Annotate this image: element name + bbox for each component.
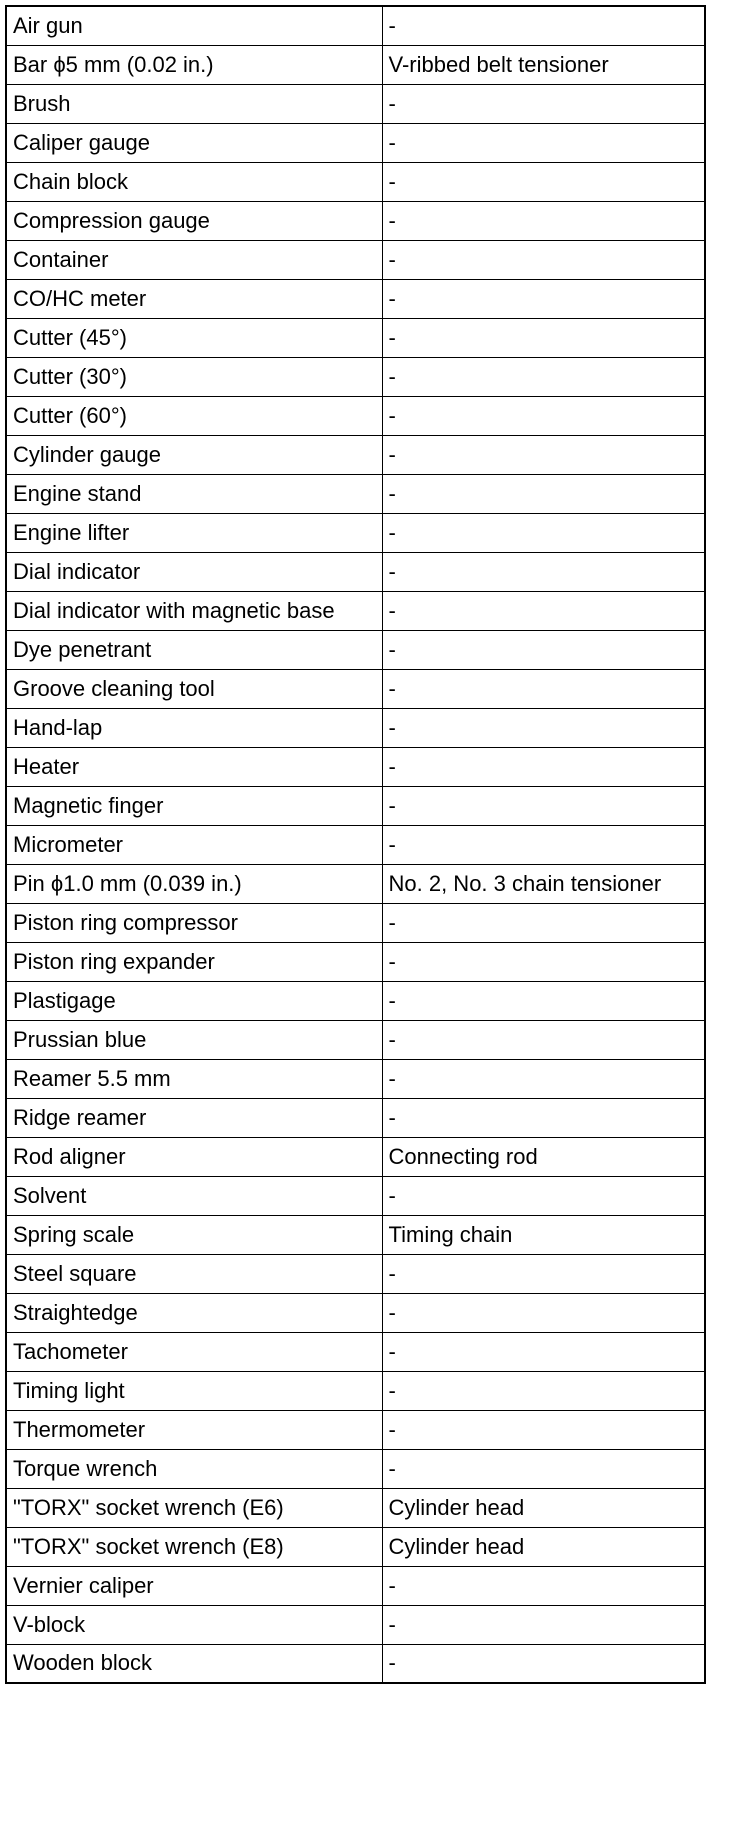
tool-name-cell: Thermometer — [6, 1410, 382, 1449]
table-row — [6, 6, 705, 45]
part-name-cell: - — [382, 630, 705, 669]
part-name-cell: Connecting rod — [382, 1137, 705, 1176]
tool-name-cell: Cutter (60°) — [6, 396, 382, 435]
part-name-cell: - — [382, 942, 705, 981]
table-row — [6, 396, 705, 435]
tool-name-cell: Solvent — [6, 1176, 382, 1215]
tool-table-container — [5, 5, 704, 1684]
part-name-cell: - — [382, 1020, 705, 1059]
table-row — [6, 1098, 705, 1137]
table-row — [6, 1527, 705, 1566]
part-name-cell: V-ribbed belt tensioner — [382, 45, 705, 84]
part-name-cell: Timing chain — [382, 1215, 705, 1254]
tool-name-cell: Spring scale — [6, 1215, 382, 1254]
tool-name-cell: Micrometer — [6, 825, 382, 864]
part-name-cell: - — [382, 903, 705, 942]
table-row — [6, 1371, 705, 1410]
part-name-cell: - — [382, 1098, 705, 1137]
tool-name-cell: Heater — [6, 747, 382, 786]
table-row — [6, 708, 705, 747]
tool-name-cell: Wooden block — [6, 1644, 382, 1683]
table-row — [6, 84, 705, 123]
table-row — [6, 1449, 705, 1488]
table-row — [6, 630, 705, 669]
part-name-cell: - — [382, 279, 705, 318]
tool-name-cell: Cylinder gauge — [6, 435, 382, 474]
part-name-cell: - — [382, 747, 705, 786]
tool-name-cell: V-block — [6, 1605, 382, 1644]
part-name-cell: - — [382, 435, 705, 474]
table-row — [6, 240, 705, 279]
table-row — [6, 1215, 705, 1254]
part-name-cell: - — [382, 1605, 705, 1644]
tool-name-cell: Straightedge — [6, 1293, 382, 1332]
tool-name-cell: Torque wrench — [6, 1449, 382, 1488]
table-row — [6, 942, 705, 981]
table-row — [6, 1644, 705, 1683]
part-name-cell: - — [382, 162, 705, 201]
tool-name-cell: Engine stand — [6, 474, 382, 513]
table-row — [6, 357, 705, 396]
part-name-cell: - — [382, 1449, 705, 1488]
table-row — [6, 786, 705, 825]
tool-name-cell: Cutter (30°) — [6, 357, 382, 396]
table-row — [6, 201, 705, 240]
part-name-cell: - — [382, 552, 705, 591]
table-row — [6, 591, 705, 630]
part-name-cell: No. 2, No. 3 chain tensioner — [382, 864, 705, 903]
part-name-cell: - — [382, 84, 705, 123]
table-row — [6, 1332, 705, 1371]
table-row — [6, 981, 705, 1020]
part-name-cell: - — [382, 1254, 705, 1293]
table-row — [6, 162, 705, 201]
table-row — [6, 552, 705, 591]
part-name-cell: - — [382, 981, 705, 1020]
tool-name-cell: Magnetic finger — [6, 786, 382, 825]
tool-name-cell: Piston ring compressor — [6, 903, 382, 942]
tool-name-cell: Hand-lap — [6, 708, 382, 747]
part-name-cell: - — [382, 1059, 705, 1098]
table-row — [6, 1176, 705, 1215]
table-row — [6, 318, 705, 357]
part-name-cell: - — [382, 1566, 705, 1605]
tool-name-cell: Tachometer — [6, 1332, 382, 1371]
part-name-cell: - — [382, 1293, 705, 1332]
table-row — [6, 123, 705, 162]
tool-name-cell: Chain block — [6, 162, 382, 201]
part-name-cell: - — [382, 318, 705, 357]
tool-table — [5, 5, 706, 1684]
table-row — [6, 864, 705, 903]
part-name-cell: - — [382, 513, 705, 552]
tool-name-cell: Plastigage — [6, 981, 382, 1020]
tool-name-cell: Dial indicator — [6, 552, 382, 591]
tool-name-cell: Compression gauge — [6, 201, 382, 240]
tool-name-cell: "TORX" socket wrench (E8) — [6, 1527, 382, 1566]
part-name-cell: - — [382, 201, 705, 240]
table-row — [6, 45, 705, 84]
table-row — [6, 1410, 705, 1449]
tool-name-cell: Steel square — [6, 1254, 382, 1293]
tool-name-cell: Pin ϕ1.0 mm (0.039 in.) — [6, 864, 382, 903]
tool-name-cell: Timing light — [6, 1371, 382, 1410]
part-name-cell: - — [382, 357, 705, 396]
tool-name-cell: Bar ϕ5 mm (0.02 in.) — [6, 45, 382, 84]
table-row — [6, 669, 705, 708]
tool-name-cell: CO/HC meter — [6, 279, 382, 318]
part-name-cell: - — [382, 1371, 705, 1410]
tool-name-cell: "TORX" socket wrench (E6) — [6, 1488, 382, 1527]
tool-name-cell: Ridge reamer — [6, 1098, 382, 1137]
part-name-cell: - — [382, 669, 705, 708]
tool-name-cell: Brush — [6, 84, 382, 123]
part-name-cell: - — [382, 123, 705, 162]
part-name-cell: - — [382, 240, 705, 279]
part-name-cell: - — [382, 708, 705, 747]
tool-name-cell: Reamer 5.5 mm — [6, 1059, 382, 1098]
tool-name-cell: Prussian blue — [6, 1020, 382, 1059]
part-name-cell: - — [382, 1332, 705, 1371]
tool-name-cell: Engine lifter — [6, 513, 382, 552]
tool-name-cell: Air gun — [6, 6, 382, 45]
tool-name-cell: Groove cleaning tool — [6, 669, 382, 708]
table-row — [6, 1293, 705, 1332]
table-row — [6, 513, 705, 552]
table-row — [6, 1137, 705, 1176]
part-name-cell: Cylinder head — [382, 1527, 705, 1566]
part-name-cell: - — [382, 1644, 705, 1683]
part-name-cell: - — [382, 591, 705, 630]
part-name-cell: Cylinder head — [382, 1488, 705, 1527]
tool-name-cell: Piston ring expander — [6, 942, 382, 981]
tool-name-cell: Caliper gauge — [6, 123, 382, 162]
table-row — [6, 474, 705, 513]
table-row — [6, 747, 705, 786]
table-row — [6, 1020, 705, 1059]
part-name-cell: - — [382, 396, 705, 435]
tool-name-cell: Rod aligner — [6, 1137, 382, 1176]
table-row — [6, 1566, 705, 1605]
part-name-cell: - — [382, 1176, 705, 1215]
table-row — [6, 1254, 705, 1293]
tool-name-cell: Dial indicator with magnetic base — [6, 591, 382, 630]
part-name-cell: - — [382, 786, 705, 825]
part-name-cell: - — [382, 474, 705, 513]
tool-name-cell: Dye penetrant — [6, 630, 382, 669]
part-name-cell: - — [382, 825, 705, 864]
table-row — [6, 825, 705, 864]
tool-table-body — [6, 6, 705, 1683]
tool-name-cell: Vernier caliper — [6, 1566, 382, 1605]
part-name-cell: - — [382, 1410, 705, 1449]
tool-name-cell: Cutter (45°) — [6, 318, 382, 357]
table-row — [6, 1059, 705, 1098]
table-row — [6, 903, 705, 942]
table-row — [6, 435, 705, 474]
table-row — [6, 1488, 705, 1527]
table-row — [6, 1605, 705, 1644]
table-row — [6, 279, 705, 318]
tool-name-cell: Container — [6, 240, 382, 279]
part-name-cell: - — [382, 6, 705, 45]
